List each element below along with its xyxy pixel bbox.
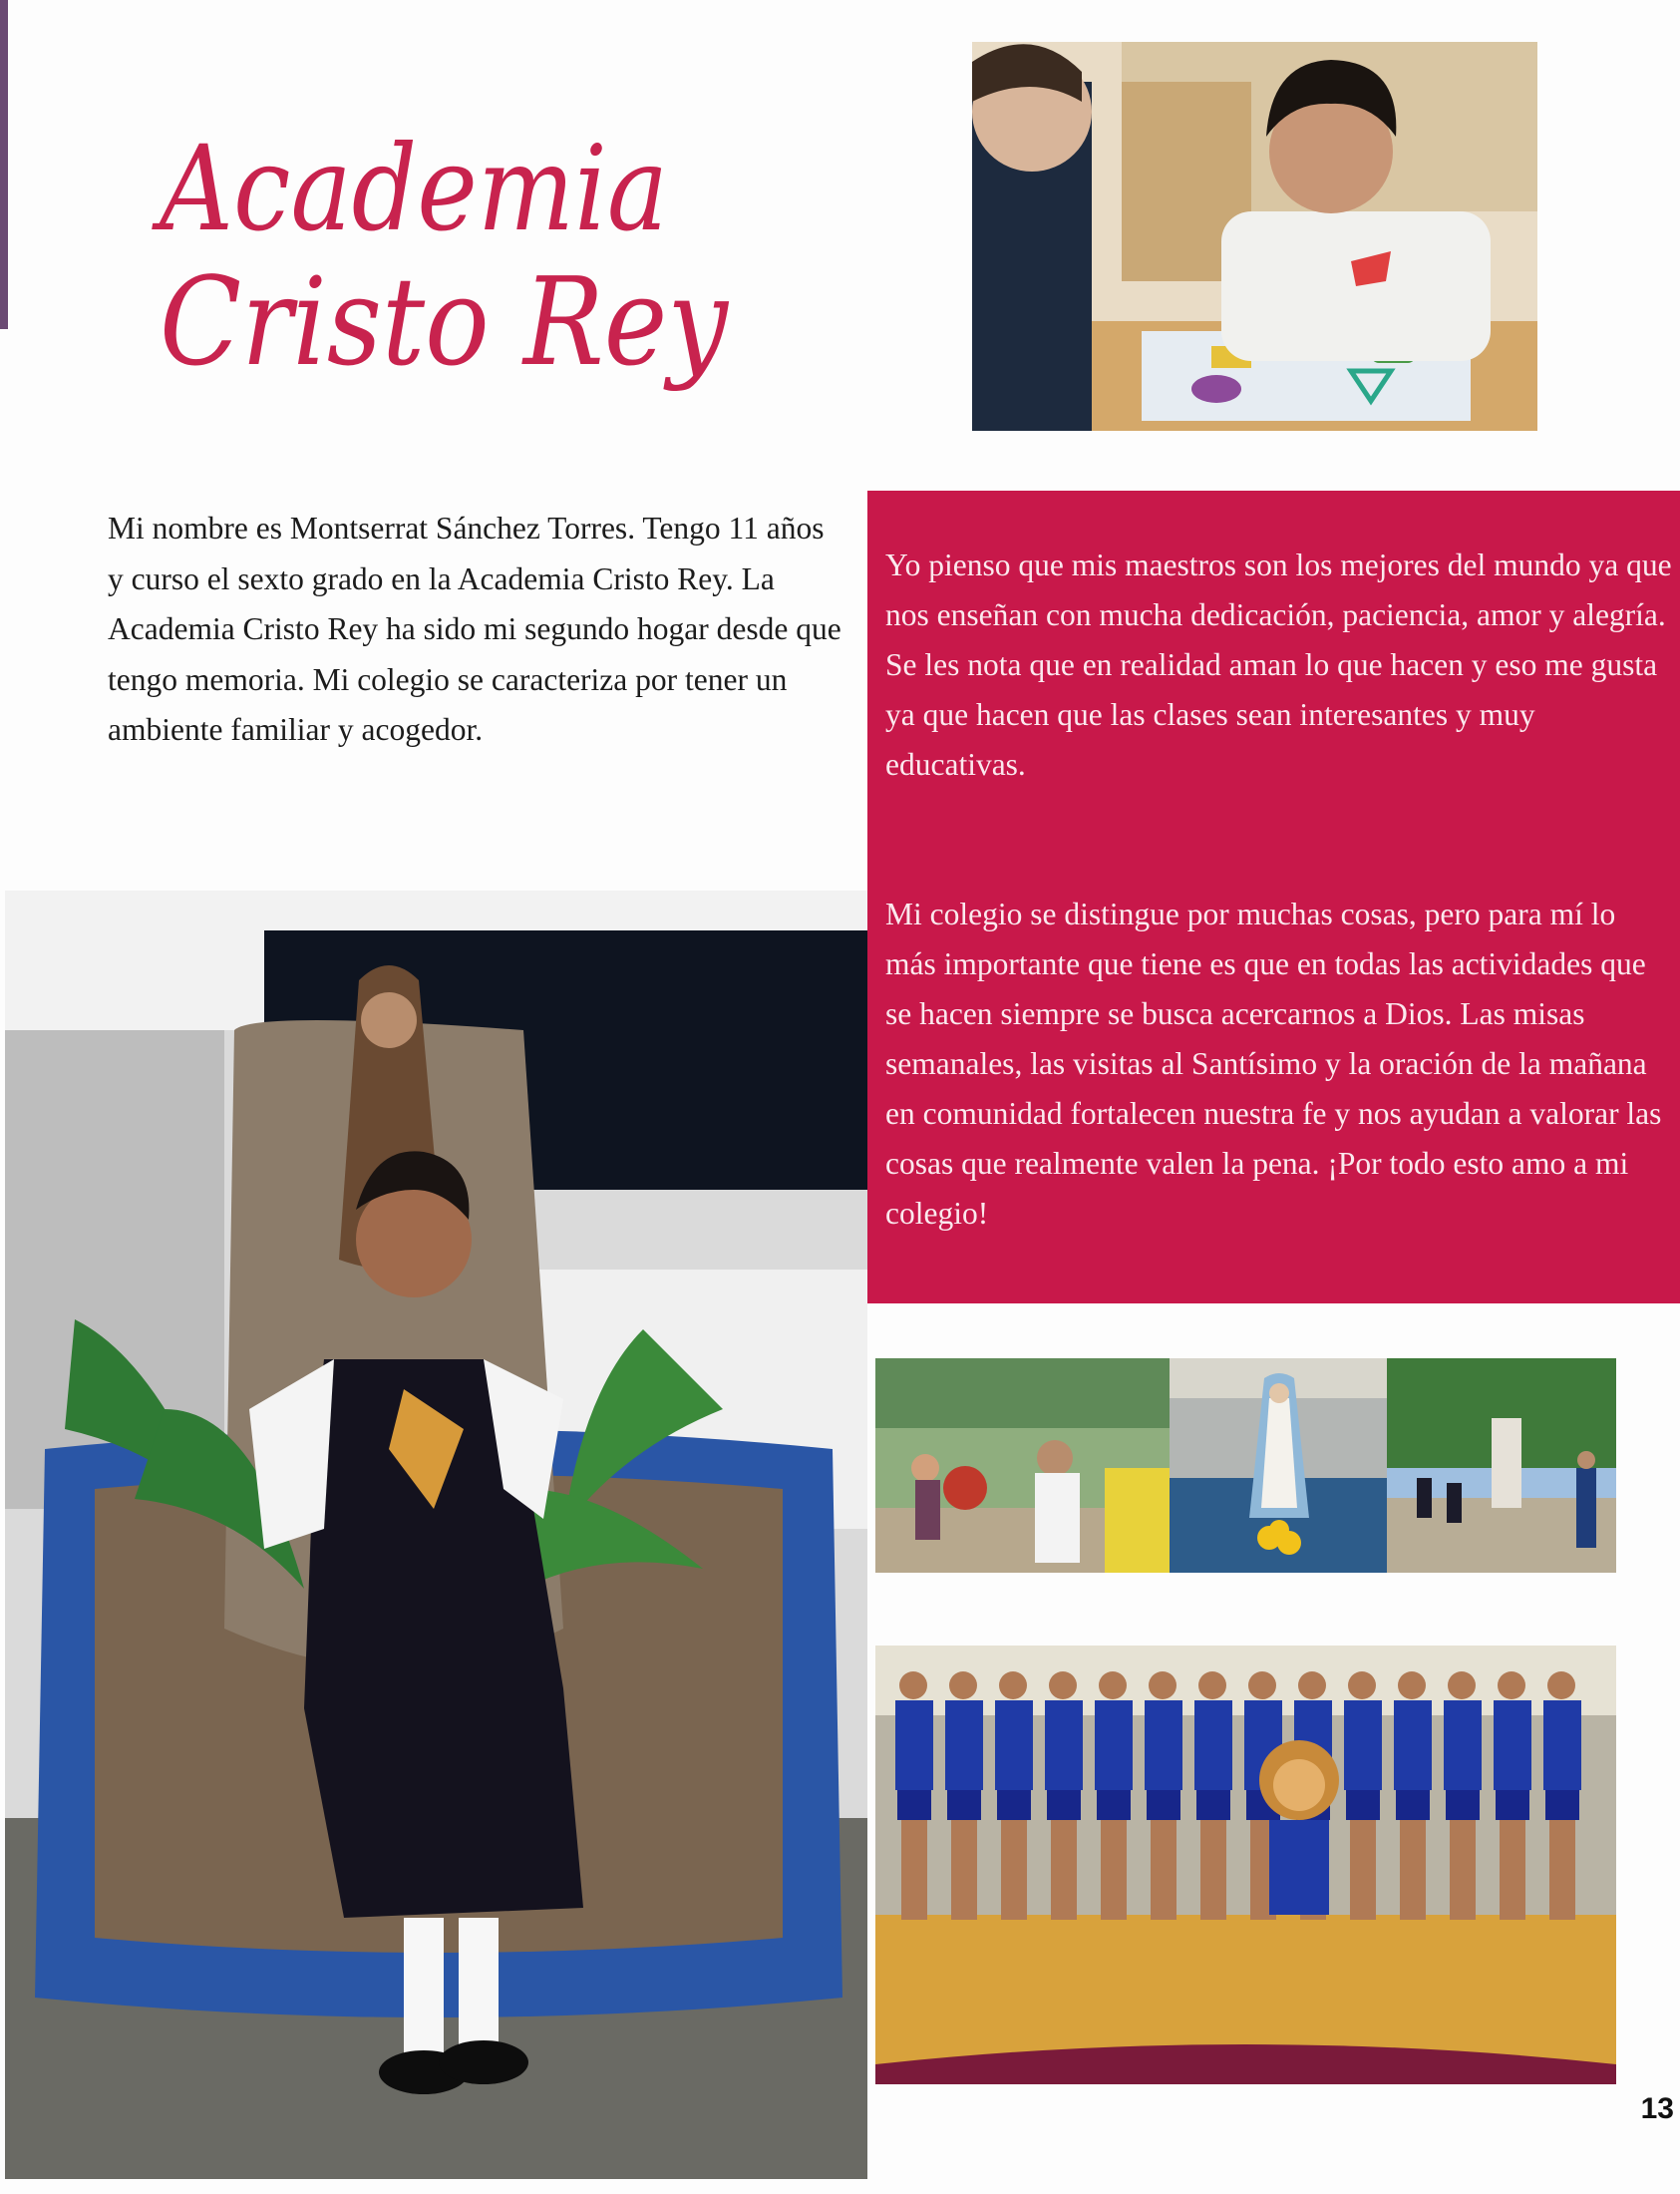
title-line-1: Academia xyxy=(152,120,668,257)
photo-children-learning xyxy=(972,42,1537,431)
title-line-2: Cristo Rey xyxy=(160,251,730,393)
photo-school-festival xyxy=(875,1358,1170,1573)
page-title xyxy=(150,110,768,429)
photo-volleyball-team xyxy=(875,1646,1616,2084)
testimonial-paragraph-1: Yo pienso que mis maestros son los mejores del mundo ya que nos enseñan con mucha dedicación, paciencia, amor y alegría. Se les nota que en realidad aman lo que hacen y eso me gusta ya que hacen que las clases sean interesantes y muy educativas. xyxy=(885,548,1672,782)
page-edge-strip xyxy=(0,0,8,329)
page-number: 13 xyxy=(1640,2092,1674,2125)
testimonial-box xyxy=(867,491,1680,1303)
photo-outdoor-assembly xyxy=(1387,1358,1616,1573)
intro-paragraph: Mi nombre es Montserrat Sánchez Torres. Tengo 11 años y curso el sexto grado en la Academia Cristo Rey. La Academia Cristo Rey ha sido mi segundo hogar desde que tengo memoria. Mi colegio se caracteriza por tener un ambiente familiar y acogedor. xyxy=(108,511,841,747)
title-script xyxy=(150,110,768,429)
photo-virgin-mary-statue xyxy=(1170,1358,1387,1573)
testimonial-paragraph-2: Mi colegio se distingue por muchas cosas, pero para mí lo más importante que tiene es que en todas las actividades que se hacen siempre se busca acercarnos a Dios. Las misas semanales, las visitas al Santísimo y la oración de la mañana en comunidad fortalecen nuestra fe y nos ayudan a valorar las cosas que realmente valen la pena. ¡Por todo esto amo a mi colegio! xyxy=(885,897,1662,1231)
photo-student-portrait xyxy=(5,891,867,2179)
